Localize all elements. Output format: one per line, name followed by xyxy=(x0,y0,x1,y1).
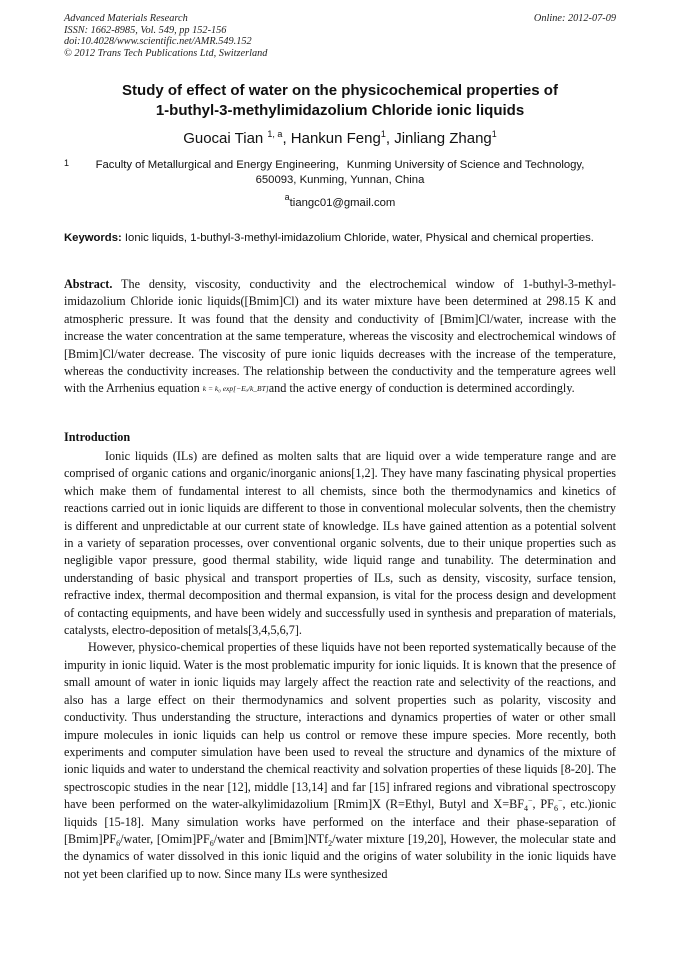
email-address[interactable]: tiangc01@gmail.com xyxy=(289,197,396,209)
paragraph-1: Ionic liquids (ILs) are defined as molten salts that are liquid over a wide temperature range and are comprised of organic cations and organic/inorganic anions[1,2]. They have many fascinating physical properties which make them of fundamental interest to all chemists, since both the thermodynamics and kinetics of reactions carried out in ionic liquids are different to those in conventional molecular solvents, then the chemistry is different and unpredictable at our current state of knowledge. ILs have gained attention as a potential solvent in a variety of separation processes, over conventional organic solvents, due to their unique properties such as negligible vapor pressure, good thermal stability, wide liquid range and tunability. The determination and understanding of basic physical and transport properties of ILs, such as density, viscosity, surface tension, refractive index, thermal decomposition and thermal expansion, is vital for the process design and development of contacting equipments, and have been widely and successfully used in synthesis and preparation of materials, catalysts, electro-deposition of metals[3,4,5,6,7]. xyxy=(64,449,616,638)
author-1: Guocai Tian xyxy=(183,130,268,147)
paragraph-2-text-d: /water, [Omim]PF xyxy=(120,831,210,846)
keywords-text: Ionic liquids, 1-buthyl-3-methyl-imidazolium Chloride, water, Physical and chemical properties. xyxy=(121,232,594,244)
subscript: 6 xyxy=(209,838,214,848)
arrhenius-equation: k = k₀ exp[−Eₐ/k_BT] xyxy=(202,384,269,394)
subscript: 2 xyxy=(328,838,333,848)
superscript: − xyxy=(557,796,563,806)
paper-title xyxy=(64,81,616,121)
journal-name: Advanced Materials Research xyxy=(64,13,188,24)
author-list xyxy=(64,130,616,148)
superscript: − xyxy=(528,796,533,806)
introduction-body xyxy=(64,448,616,883)
title-line-2: 1-buthyl-3-methylimidazolium Chloride ionic liquids xyxy=(155,102,525,119)
author-3-marker: 1 xyxy=(491,129,497,139)
subscript: 6 xyxy=(553,804,558,814)
affiliation-line-1: Faculty of Metallurgical and Energy Engineering，Kunming University of Science and Technology, xyxy=(95,159,585,171)
author-1-marker: 1, a xyxy=(267,129,283,139)
introduction-heading: Introduction xyxy=(64,430,131,444)
paragraph-2-text-f: /water mixture [19,20], However, the molecular state and the dynamics of water dissolved in this ionic liquid and the origins of water solubility in the ionic liquids have not yet been clarified up to now. Since many ILs were synthesized xyxy=(64,831,617,881)
abstract-section xyxy=(64,276,616,398)
issn-line: ISSN: 1662-8985, Vol. 549, pp 152-156 xyxy=(64,24,227,36)
author-email xyxy=(64,192,616,210)
online-date: Online: 2012-07-09 xyxy=(533,13,616,24)
paragraph-2-text-b: , PF xyxy=(532,797,554,812)
doi-line: doi:10.4028/www.scientific.net/AMR.549.152 xyxy=(64,36,252,48)
subscript: 6 xyxy=(116,838,121,848)
title-line-1: Study of effect of water on the physicochemical properties of xyxy=(122,82,558,99)
author-2: , Hankun Feng xyxy=(282,130,381,147)
subscript: 4 xyxy=(524,804,528,814)
abstract-text: The density, viscosity, conductivity and the electrochemical window of 1-buthyl-3-methyl-imidazolium Chloride ionic liquids([Bmim]Cl) and its water mixture have been determined at 298.15 K and atmospheric pressure. It was found that the density and conductivity of [Bmim]Cl/water, increase with the increase the water concentration at the same temperature, whereas the viscosity and electrochemical windows of [Bmim]Cl/water decrease. The viscosity of pure ionic liquids decreases with the increase of the temperature, whereas the conductivity increases. The relationship between the conductivity and the temperature agrees well with the Arrhenius equation xyxy=(64,277,616,396)
keywords-label: Keywords: xyxy=(64,232,122,244)
affiliation xyxy=(64,158,616,188)
keywords-section xyxy=(64,231,616,246)
copyright-line: © 2012 Trans Tech Publications Ltd, Switzerland xyxy=(64,47,268,59)
paragraph-2-text-e: /water and [Bmim]NTf xyxy=(213,831,329,846)
abstract-label: Abstract. xyxy=(64,277,113,291)
journal-header xyxy=(64,13,616,59)
abstract-text-end: and the active energy of conduction is determined accordingly. xyxy=(268,381,575,396)
email-marker: a xyxy=(284,192,290,202)
affiliation-line-2: 650093, Kunming, Yunnan, China xyxy=(255,174,425,186)
author-3: , Jinliang Zhang xyxy=(385,130,492,147)
paragraph-2 xyxy=(64,639,616,883)
affiliation-marker: 1 xyxy=(64,158,70,168)
paragraph-2-text-c: , etc.)ionic liquids [15-18]. Many simulation works have performed on the interface and their phase-separation of [Bmim]PF xyxy=(64,797,616,846)
author-2-marker: 1 xyxy=(380,129,386,139)
paragraph-2-text-a: However, physico-chemical properties of these liquids have not been reported systematically because of the impurity in ionic liquid. Water is the most problematic impurity for ionic liquids. It is known that the presence of small amount of water in ionic liquids may largely affect the reaction rate and selectivity of the reactions, and also has a large effect on their thermodynamics and solvent properties such as polarity, viscosity and conductivity. Thus understanding the structure, interactions and dynamics properties of water or other small impure molecules in ionic liquids can help us control or remove these impure species. More recently, both experiments and computer simulation have been used to reveal the structure and dynamics of the mixture of ionic liquids and water to understand the chemical reactivity and solvation properties of these liquids [8-20]. The spectroscopic studies in the near [12], middle [13,14] and far [15] infrared regions and vibrational spectroscopy have been performed on the water-alkylimidazolium [Rmim]X (R=Ethyl, Butyl and X=BF xyxy=(64,640,616,812)
